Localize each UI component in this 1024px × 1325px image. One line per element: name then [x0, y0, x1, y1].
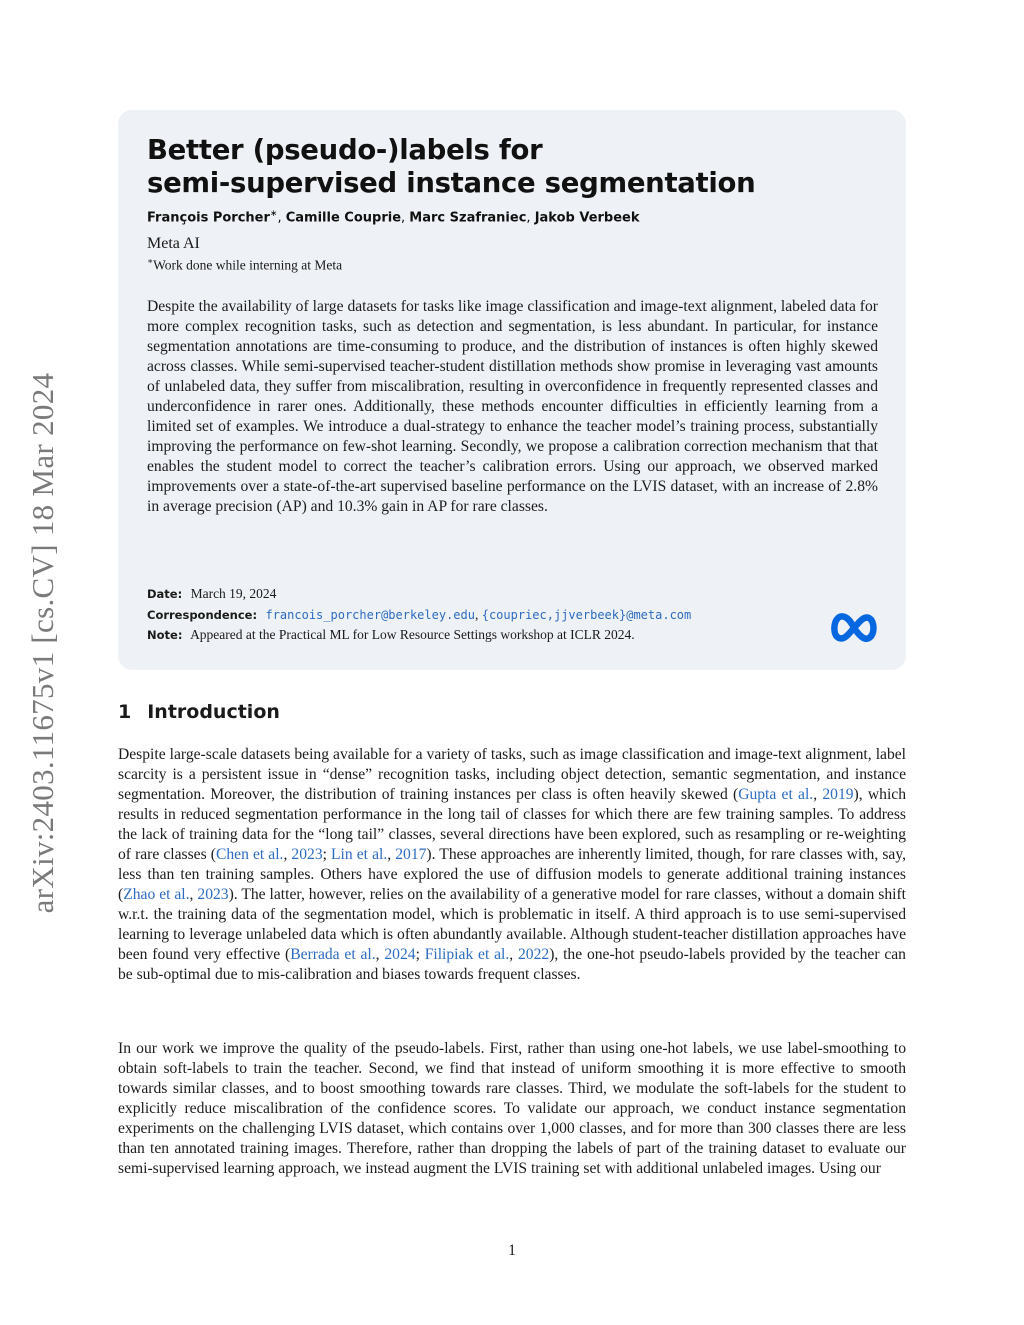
text-run: ). The latter, however, relies on the availability of a generative model for rare classes, without a domain shift w.r.t. the training data of the segmentation model, which is problematic in itself. A third approach is to use semi-supervised learning to leverage unlabeled data which is often abundantly available. Although student-teacher distillation approaches have been found very effective ( — [118, 886, 907, 963]
author-name: Jakob Verbeek — [534, 210, 640, 226]
footnote-text: Work done while interning at Meta — [153, 257, 343, 273]
header-card — [118, 110, 906, 670]
author-name: François Porcher — [147, 210, 270, 226]
email-link[interactable]: {coupriec,jjverbeek}@meta.com — [481, 607, 692, 622]
footnote — [147, 256, 878, 274]
section-heading — [118, 701, 280, 723]
author-mark: ∗ — [269, 209, 278, 219]
intro-paragraph-2: In our work we improve the quality of the pseudo-labels. First, rather than using one-hot labels, we use label-smoothing to obtain soft-labels to train the teacher. Second, we find that instead of uniform smoothing it is more effective to smooth towards similar classes, and to boost smoothing towards rare classes. Third, we modulate the soft-labels for the student to explicitly reduce miscalibration of the confidence scores. To validate our approach, we conduct instance segmentation experiments on the challenging LVIS dataset, which contains over 1,000 classes, and for more than 300 classes there are less than ten annotated training images. Therefore, rather than dropping the labels of part of the training dataset to evaluate our semi-supervised learning approach, we instead augment the LVIS training set with additional unlabeled images. Using our — [118, 1040, 906, 1177]
citation-year-link[interactable]: 2019 — [822, 786, 854, 803]
paper-title — [147, 134, 878, 200]
page-number: 1 — [508, 1242, 516, 1259]
citation-year-link[interactable]: 2024 — [384, 946, 416, 963]
author-name: Camille Couprie — [285, 210, 402, 226]
note-label: Note: — [147, 628, 183, 642]
note-line — [147, 627, 691, 648]
meta-logo-icon — [829, 610, 879, 646]
text-run: Despite large-scale datasets being available for a variety of tasks, such as image classification and image-text alignment, label scarcity is a persistent issue in “dense” recognition tasks, including object detection, semantic segmentation, and instance segmentation. Moreover, the distribution of training instances per class is often heavily skewed ( — [118, 746, 906, 803]
arxiv-stamp: arXiv:2403.11675v1 [cs.CV] 18 Mar 2024 — [25, 372, 60, 914]
affiliation: Meta AI — [147, 235, 200, 253]
citation-link[interactable]: Gupta et al. — [738, 786, 814, 803]
date-label: Date: — [147, 587, 183, 601]
citation-link[interactable]: Zhao et al. — [123, 886, 190, 903]
text-run: ), which results in reduced segmentation performance in the long tail of classes for which there are few training samples. To address the lack of training data for the “long tail” classes, several directions have been explored, such as resampling or re-weighting of rare classes ( — [118, 786, 906, 863]
citation-year-link[interactable]: 2023 — [291, 846, 323, 863]
author-list: François Porcher∗, Camille Couprie, Marc Szafraniec, Jakob Verbeek — [147, 209, 640, 226]
section-number: 1 — [118, 701, 132, 723]
citation-year-link[interactable]: 2023 — [197, 886, 229, 903]
text-run: ), the one-hot pseudo-labels provided by the teacher can be sub-optimal due to mis-calibration and biases towards frequent classes. — [118, 946, 906, 983]
citation-link[interactable]: Chen et al. — [215, 846, 284, 863]
section-title: Introduction — [147, 701, 280, 723]
paper-metadata — [147, 586, 691, 648]
text-run: ). These approaches are inherently limited, though, for rare classes with, say, less than ten training samples. Others have explored the use of diffusion models to generate additional training instances ( — [118, 846, 907, 903]
correspondence-line: Correspondence: francois_porcher@berkeley.edu, {coupriec,jjverbeek}@meta.com — [147, 606, 692, 622]
date-line — [147, 586, 691, 607]
author-name: Marc Szafraniec — [409, 210, 527, 226]
abstract: Despite the availability of large datasets for tasks like image classification and image-text alignment, labeled data for more complex recognition tasks, such as detection and segmentation, is less abundant. In particular, for instance segmentation annotations are time-consuming to produce, and the distribution of instances is often highly skewed across classes. While semi-supervised teacher-student distillation methods show promise in leveraging vast amounts of unlabeled data, they suffer from miscalibration, resulting in overconfidence in frequently represented classes and underconfidence in rarer ones. Additionally, these methods encounter difficulties in efficiently learning from a limited set of examples. We introduce a dual-strategy to enhance the teacher model’s training process, substantially improving the performance on few-shot learning. Secondly, we propose a calibration correction mechanism that that enables the student model to correct the teacher’s calibration errors. Using our approach, we observed marked improvements over a state-of-the-art supervised baseline performance on the LVIS dataset, with an increase of 2.8% in average precision (AP) and 10.3% gain in AP for rare classes. — [147, 297, 878, 515]
footnote-mark: ∗ — [147, 256, 154, 267]
citation-link[interactable]: Berrada et al. — [290, 946, 376, 963]
email-link[interactable]: francois_porcher@berkeley.edu — [265, 607, 475, 622]
citation-link[interactable]: Lin et al. — [331, 846, 388, 863]
title-line-1: Better (pseudo-)labels for — [147, 134, 543, 166]
correspondence-label: Correspondence: — [147, 607, 258, 622]
intro-paragraph-1: Despite large-scale datasets being available for a variety of tasks, such as image classification and image-text alignment, label scarcity is a persistent issue in “dense” recognition tasks, including object detection, semantic segmentation, and instance segmentation. Moreover, the distribution of training instances per class is often heavily skewed (Gupta et al., 2019), which results in reduced segmentation performance in the long tail of classes for which there are few training samples. To address the lack of training data for the “long tail” classes, several directions have been explored, such as resampling or re-weighting of rare classes (Chen et al., 2023; Lin et al., 2017). These approaches are inherently limited, though, for rare classes with, say, less than ten training samples. Others have explored the use of diffusion models to generate additional training instances (Zhao et al., 2023). The latter, however, relies on the availability of a generative model for rare classes, without a domain shift w.r.t. the training data of the segmentation model, which is problematic in itself. A third approach is to use semi-supervised learning to leverage unlabeled data which is often abundantly available. Although student-teacher distillation approaches have been found very effective (Berrada et al., 2024; Filipiak et al., 2022), the one-hot pseudo-labels provided by the teacher can be sub-optimal due to mis-calibration and biases towards frequent classes. — [118, 746, 907, 983]
citation-year-link[interactable]: 2017 — [395, 846, 427, 863]
date-value: March 19, 2024 — [190, 586, 277, 601]
title-line-2: semi-supervised instance segmentation — [147, 167, 756, 199]
citation-year-link[interactable]: 2022 — [518, 946, 550, 963]
note-value: Appeared at the Practical ML for Low Resource Settings workshop at ICLR 2024. — [190, 627, 635, 642]
citation-link[interactable]: Filipiak et al. — [424, 946, 510, 963]
